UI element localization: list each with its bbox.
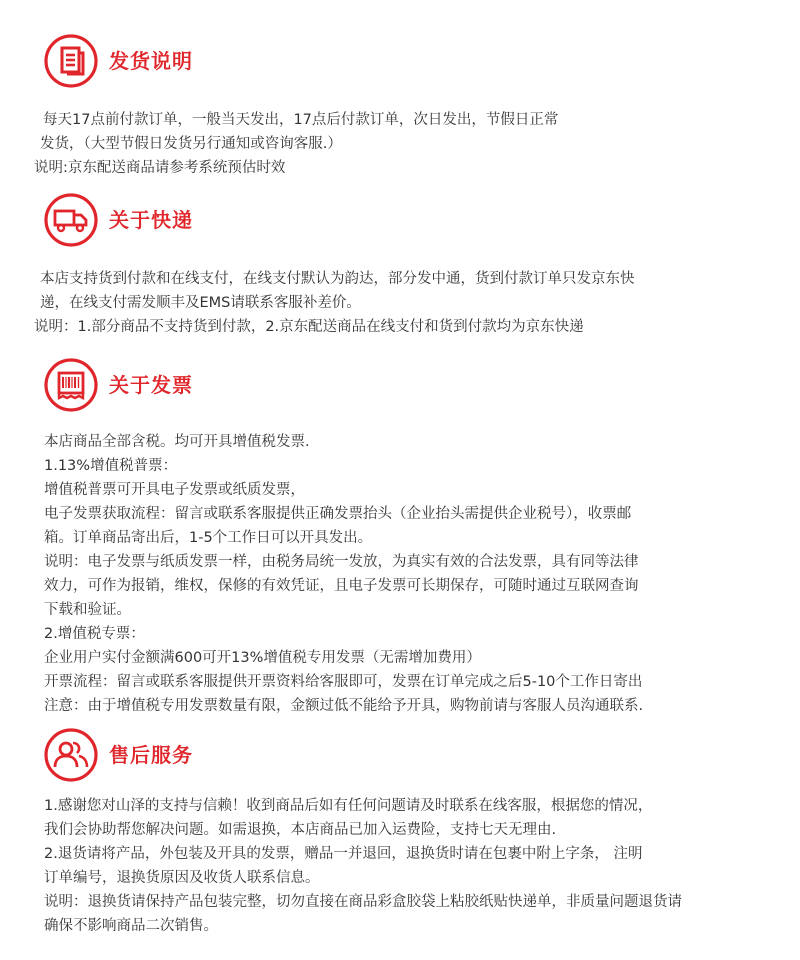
section-header-courier <box>43 192 443 254</box>
invoice-text-line: 1.13%增值税普票： <box>44 458 178 474</box>
section-title-shipping: 发货说明 <box>109 49 193 73</box>
section-title-after-sales: 售后服务 <box>109 743 193 767</box>
invoice-text-line: 说明：电子发票与纸质发票一样，由税务局统一发放，为真实有效的合法发票，具有同等法律 <box>44 554 639 570</box>
after-sales-text-line: 我们会协助帮您解决问题。如需退换，本店商品已加入运费险，支持七天无理由. <box>44 822 557 838</box>
courier-text-line: 本店支持货到付款和在线支付，在线支付默认为韵达，部分发中通，货到付款订单只发京东快 <box>40 271 635 287</box>
invoice-text-line: 注意：由于增值税专用发票数量有限，金额过低不能给予开具，购物前请与客服人员沟通联系. <box>44 698 644 714</box>
invoice-barcode-icon <box>43 357 99 413</box>
after-sales-text-line: 2.退货请将产品，外包装及开具的发票，赠品一并退回，退换货时请在包裹中附上字条， 注明 <box>44 846 643 862</box>
shipping-text-line: 发货，（大型节假日发货另行通知或咨询客服.） <box>40 136 342 152</box>
after-sales-text-line: 订单编号，退换货原因及收货人联系信息。 <box>44 870 320 886</box>
invoice-text-line: 开票流程：留言或联系客服提供开票资料给客服即可，发票在订单完成之后5-10个工作日寄出 <box>44 674 643 690</box>
delivery-truck-icon <box>43 192 99 248</box>
courier-text-line: 递，在线支付需发顺丰及EMS请联系客服补差价。 <box>40 295 361 311</box>
shipping-note: 说明:京东配送商品请参考系统预估时效 <box>34 160 286 176</box>
invoice-text-line: 效力，可作为报销，维权，保修的有效凭证，且电子发票可长期保存，可随时通过互联网查询 <box>44 578 639 594</box>
section-header-after-sales <box>43 727 443 789</box>
document-icon <box>43 33 99 89</box>
section-title-invoice: 关于发票 <box>109 373 193 397</box>
invoice-text-line: 本店商品全部含税。均可开具增值税发票. <box>44 434 310 450</box>
invoice-text-line: 电子发票获取流程：留言或联系客服提供正确发票抬头（企业抬头需提供企业税号），收票邮 <box>44 506 632 522</box>
invoice-text-line: 增值税普票可开具电子发票或纸质发票， <box>44 482 305 498</box>
invoice-text-line: 2.增值税专票： <box>44 626 145 642</box>
after-sales-text-line: 1.感谢您对山泽的支持与信赖！收到商品后如有任何问题请及时联系在线客服，根据您的情况， <box>44 798 653 814</box>
after-sales-text-line: 说明：退换货请保持产品包装完整，切勿直接在商品彩盒胶袋上粘胶纸贴快递单，非质量问题退货请 <box>44 894 682 910</box>
invoice-text-line: 下载和验证。 <box>44 602 131 618</box>
section-title-courier: 关于快递 <box>109 208 193 232</box>
after-sales-text-line: 确保不影响商品二次销售。 <box>44 918 218 934</box>
section-header-invoice <box>43 357 443 419</box>
shipping-text-line: 每天17点前付款订单，一般当天发出，17点后付款订单，次日发出，节假日正常 <box>43 112 559 128</box>
invoice-text-line: 企业用户实付金额满600可开13%增值税专用发票（无需增加费用） <box>44 650 481 666</box>
customer-service-users-icon <box>43 727 99 783</box>
invoice-text-line: 箱。订单商品寄出后，1-5个工作日可以开具发出。 <box>44 530 373 546</box>
courier-note: 说明：1.部分商品不支持货到付款，2.京东配送商品在线支付和货到付款均为京东快递 <box>34 319 584 335</box>
section-header-shipping <box>43 33 443 95</box>
